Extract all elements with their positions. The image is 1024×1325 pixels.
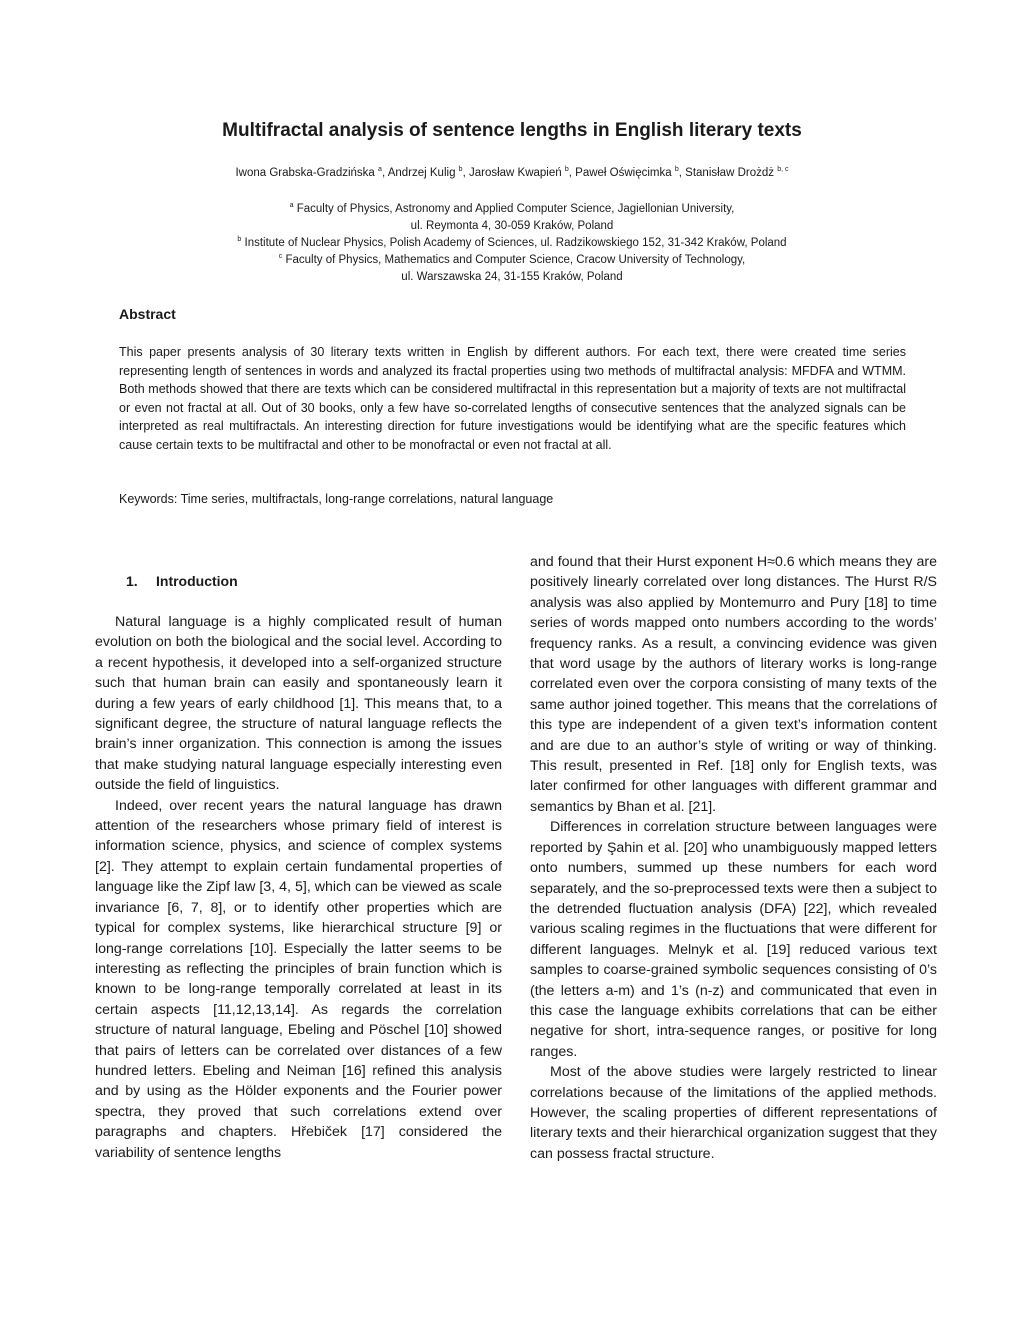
keywords: Keywords: Time series, multifractals, long-range correlations, natural language — [119, 492, 554, 506]
affiliation-mark: c — [278, 253, 283, 261]
affiliation-a — [0, 201, 1024, 218]
affiliation-a-address: ul. Reymonta 4, 30-059 Kraków, Poland — [410, 220, 614, 232]
author-affiliation-mark: b, c — [777, 166, 789, 174]
author-name: Iwona Grabska-Gradzińska — [235, 167, 375, 179]
abstract-heading: Abstract — [119, 306, 176, 322]
left-column — [95, 612, 502, 1163]
section-number: 1. — [126, 573, 138, 589]
affiliation-c-address: ul. Warszawska 24, 31-155 Kraków, Poland — [401, 271, 623, 283]
body-paragraph: and found that their Hurst exponent H≈0.6 which means they are positively linearly correlated over long distances. The Hurst R/S analysis was also applied by Montemurro and Pury [18] to time series of words mapped onto numbers according to the words’ frequency ranks. As a result, a convincing evidence was given that word usage by the authors of literary works is long-range correlated even over the corpora consisting of many texts of the same author joined together. This means that the correlations of this type are independent of a given text’s information content and are due to an author’s style of writing or way of thinking. This result, presented in Ref. [18] only for English texts, was later confirmed for other languages with different grammar and semantics by Bhan et al. [21]. — [530, 554, 937, 815]
author-affiliation-mark: b — [564, 166, 569, 174]
body-paragraph: Indeed, over recent years the natural language has drawn attention of the researchers whose primary field of interest is information science, physics, and science of complex systems [2]. They attempt to explain certain fundamental properties of language like the Zipf law [3, 4, 5], which can be viewed as scale invariance [6, 7, 8], or to identify other properties which are typical for complex systems, like hierarchical structure [9] or long-range correlations [10]. Especially the latter seems to be interesting as reflecting the principles of brain function which is known to be long-range temporally correlated at least in its certain aspects [11,12,13,14]. As regards the correlation structure of natural language, Ebeling and Pöschel [10] showed that pairs of letters can be correlated over distances of a few hundred letters. Ebeling and Neiman [16] refined this analysis and by using as the Hölder exponents and the Fourier power spectra, they proved that such correlations extend over paragraphs and chapters. Hřebiček [17] considered the variability of sentence lengths — [95, 797, 502, 1161]
paper-title: Multifractal analysis of sentence lengths in English literary texts — [222, 120, 802, 141]
abstract-text: This paper presents analysis of 30 literary texts written in English by different authors. For each text, there were created time series representing length of sentences in words and analyzed its fractal properties using two methods of multifractal analysis: MFDFA and WTMM. Both methods showed that there are texts which can be considered multifractal in this representation but a majority of texts are not multifractal or even not fractal at all. Out of 30 books, only a few have so-correlated lengths of consecutive sentences that the analyzed signals can be interpreted as real multifractals. An interesting direction for future investigations would be identifying what are the specific features which cause certain texts to be multifractal and other to be monofractal or even not fractal at all. — [119, 345, 906, 452]
affiliation-mark: a — [289, 202, 294, 210]
affiliation-mark: b — [237, 236, 242, 244]
section-heading — [126, 573, 238, 589]
section-title: Introduction — [156, 573, 238, 589]
author-affiliation-mark: b — [458, 166, 463, 174]
affiliation-text: Faculty of Physics, Astronomy and Applied Computer Science, Jagiellonian University, — [296, 203, 735, 215]
right-column — [530, 552, 937, 1164]
affiliations — [0, 201, 1024, 286]
affiliation-c — [0, 252, 1024, 269]
body-paragraph: Most of the above studies were largely restricted to linear correlations because of the limitations of the applied methods. However, the scaling properties of different representations of literary texts and their hierarchical organization suggest that they can possess fractal structure. — [530, 1064, 937, 1162]
affiliation-text: Faculty of Physics, Mathematics and Computer Science, Cracow University of Technology, — [285, 254, 746, 266]
author-name: Stanisław Drożdż — [685, 167, 774, 179]
author-list: Iwona Grabska-Gradzińska $^a$, Andrzej Kulig $^b$, Jarosław Kwapień $^b$, Paweł Oświęcimka $^b$, Stanisław Drożdż $^{b, c}$ — [235, 166, 789, 179]
body-paragraph: Natural language is a highly complicated result of human evolution on both the biological and the social level. According to a recent hypothesis, it developed into a self-organized structure such that human brain can easily and spontaneously learn it during a few years of early childhood [1]. This means that, to a significant degree, the structure of natural language reflects the brain’s inner organization. This connection is among the issues that make studying natural language especially interesting even outside the field of linguistics. — [95, 614, 502, 794]
author-name: Paweł Oświęcimka — [575, 167, 672, 179]
author-name: Andrzej Kulig — [387, 167, 456, 179]
author-affiliation-mark: a — [378, 166, 382, 174]
affiliation-text: Institute of Nuclear Physics, Polish Academy of Sciences, ul. Radzikowskiego 152, 31-342 Kraków, Poland — [244, 237, 787, 249]
author-name: Jarosław Kwapień — [468, 167, 562, 179]
body-paragraph: Differences in correlation structure between languages were reported by Şahin et al. [20] who unambiguously mapped letters onto numbers, summed up these numbers for each word separately, and the so-preprocessed texts were then a subject to the detrended fluctuation analysis (DFA) [22], which revealed various scaling regimes in the fluctuations that were different for different languages. Melnyk et al. [19] reduced various text samples to coarse-grained symbolic sequences consisting of 0’s (the letters a-m) and 1’s (n-z) and communicated that even in this case the language exhibits correlations that can be either negative for short, intra-sequence ranges, or positive for long ranges. — [530, 819, 937, 1060]
author-affiliation-mark: b — [674, 166, 679, 174]
affiliation-b — [0, 235, 1024, 252]
